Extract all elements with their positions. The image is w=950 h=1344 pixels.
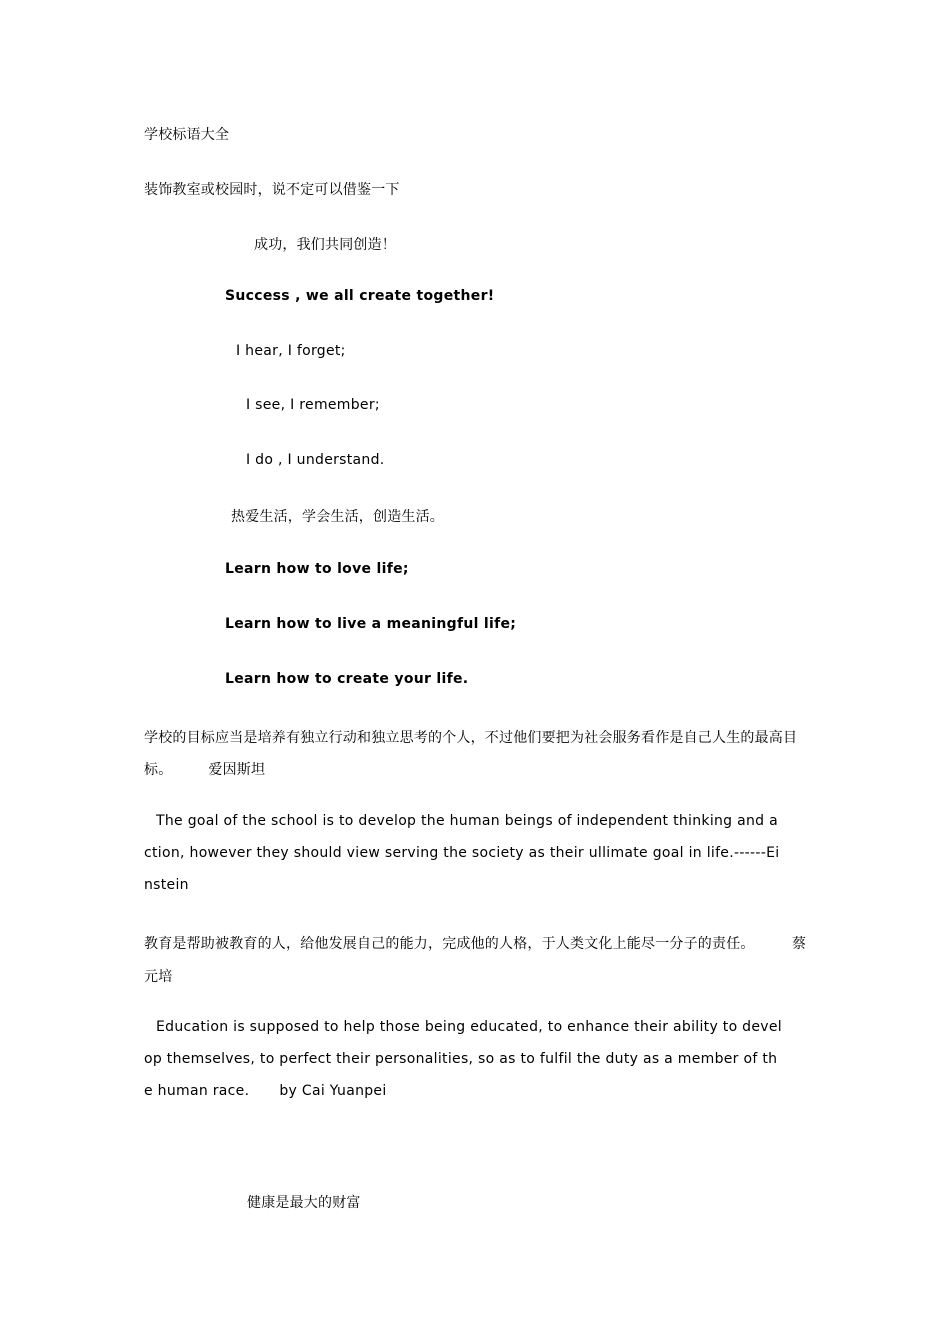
quote-cai-author-cn-1: 蔡: [792, 936, 807, 952]
quote-cai-en-1: Education is supposed to help those being educated, to enhance their ability to devel: [156, 1019, 782, 1035]
document-title: 学校标语大全: [144, 127, 230, 143]
quote-einstein-author-cn: 爱因斯坦: [208, 762, 266, 778]
slogan-life-en-3: Learn how to create your life.: [225, 671, 469, 687]
quote-einstein-cn-2-text: 标。: [144, 762, 173, 778]
quote-cai-cn-2: 元培: [144, 969, 173, 985]
slogan-life-cn: 热爱生活，学会生活，创造生活。: [231, 509, 444, 525]
quote-einstein-cn-1: 学校的目标应当是培养有独立行动和独立思考的个人，不过他们要把为社会服务看作是自己人生的最高目: [144, 730, 798, 746]
quote-cai-author-en: by Cai Yuanpei: [279, 1083, 387, 1099]
quote-einstein-en-2: ction, however they should view serving the society as their ullimate goal in life.------Ei: [144, 845, 780, 861]
quote-einstein-en-1: The goal of the school is to develop the human beings of independent thinking and a: [156, 813, 778, 829]
slogan-do-line: I do , I understand.: [246, 452, 385, 468]
quote-einstein-en-3: nstein: [144, 877, 189, 893]
slogan-see-line: I see, I remember;: [246, 397, 380, 413]
slogan-life-en-2: Learn how to live a meaningful life;: [225, 616, 517, 632]
quote-cai-en-2: op themselves, to perfect their personalities, so as to fulfil the duty as a member of th: [144, 1051, 778, 1067]
slogan-success-en: Success , we all create together!: [225, 288, 495, 304]
quote-cai-en-3-text: e human race.: [144, 1083, 250, 1099]
slogan-hear-line: I hear, I forget;: [236, 343, 346, 359]
quote-cai-cn-1: 教育是帮助被教育的人，给他发展自己的能力，完成他的人格，于人类文化上能尽一分子的责任。: [144, 936, 755, 952]
quote-cai-en-3: [144, 1083, 387, 1099]
quote-einstein-cn-2: [144, 759, 265, 779]
slogan-success-cn: 成功，我们共同创造！: [254, 237, 396, 253]
document-subtitle: 装饰教室或校园时，说不定可以借鉴一下: [144, 182, 400, 198]
slogan-health-cn: 健康是最大的财富: [247, 1195, 361, 1211]
slogan-life-en-1: Learn how to love life;: [225, 561, 409, 577]
